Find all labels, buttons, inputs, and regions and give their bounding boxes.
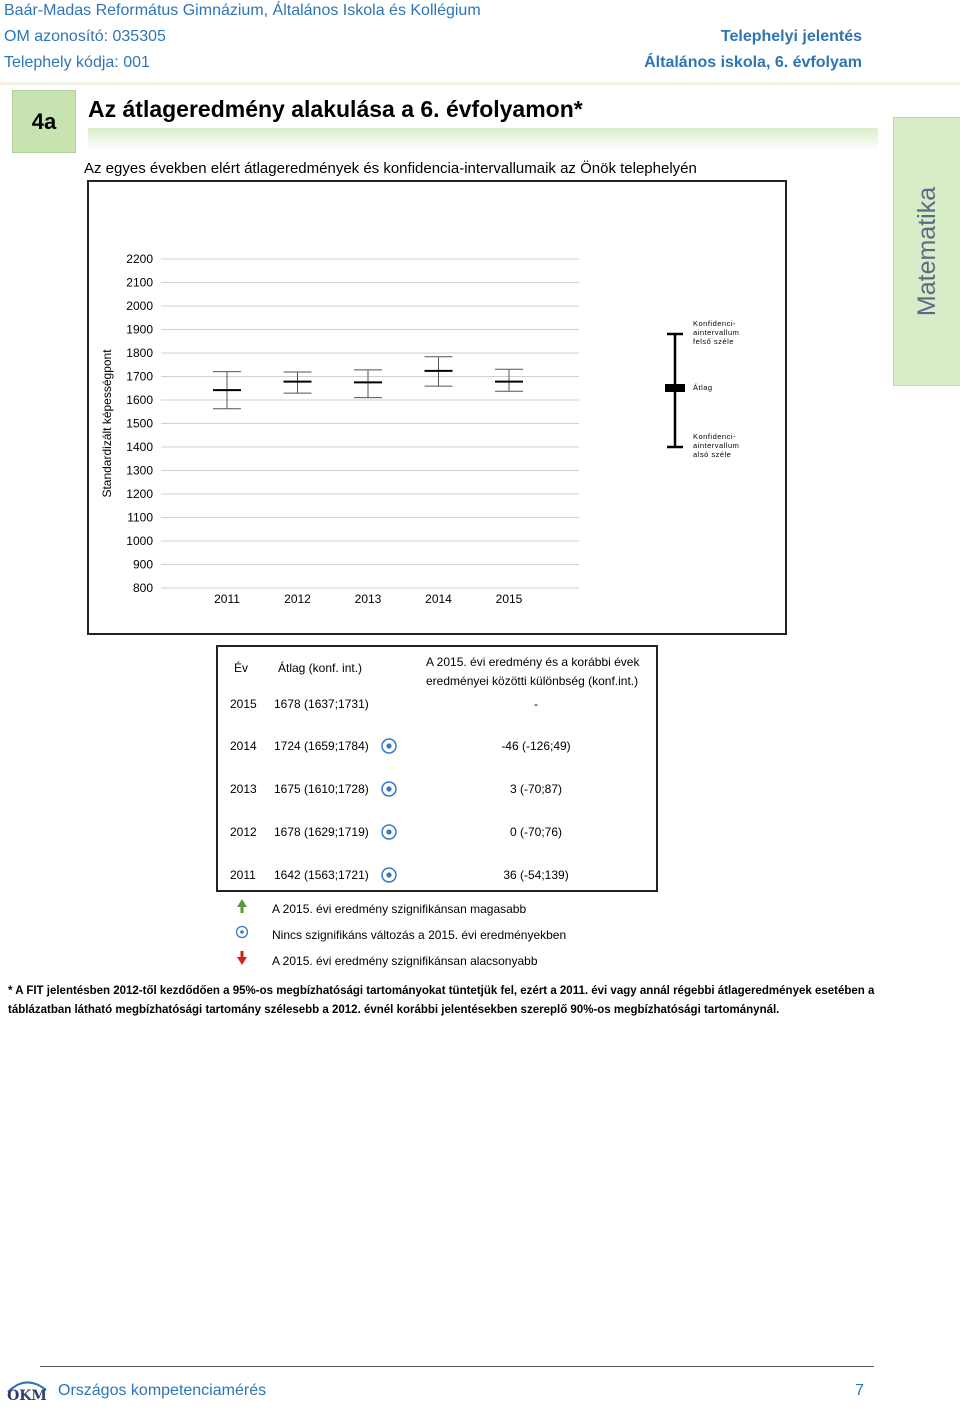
y-tick-label: 1600 xyxy=(126,393,153,407)
table-cell-year: 2014 xyxy=(230,739,257,753)
table-cell-avg: 1642 (1563;1721) xyxy=(274,868,369,882)
table-cell-diff: -46 (-126;49) xyxy=(501,739,571,753)
table-cell-avg: 1724 (1659;1784) xyxy=(274,739,369,753)
y-tick-label: 1400 xyxy=(126,440,153,454)
arrow-down-icon xyxy=(232,950,252,966)
y-tick-label: 1500 xyxy=(126,416,153,431)
table-cell-avg: 1675 (1610;1728) xyxy=(274,782,369,796)
y-tick-label: 900 xyxy=(132,557,153,572)
legend-higher: A 2015. évi eredmény szignifikánsan magasabb xyxy=(232,898,252,914)
y-tick-label: 1100 xyxy=(127,510,153,525)
table-cell-diff: 0 (-70;76) xyxy=(509,825,563,839)
legend-lower-label: Konfidenci- xyxy=(693,432,737,441)
report-type: Telephelyi jelentés xyxy=(720,28,862,45)
table-cell-diff: 3 (-70;87) xyxy=(509,782,563,796)
circle-dot-icon xyxy=(380,823,398,841)
y-tick-label: 1300 xyxy=(126,463,153,478)
om-id: OM azonosító: 035305 xyxy=(4,28,166,45)
y-tick-label: 1700 xyxy=(126,369,153,384)
results-table xyxy=(216,645,658,892)
errorbar-chart xyxy=(89,182,785,633)
legend-mean-label: Átlag xyxy=(693,383,713,392)
x-tick-label: 2013 xyxy=(354,592,382,606)
subject-tab: Matematika xyxy=(893,117,960,386)
table-cell-diff: - xyxy=(534,697,538,711)
okm-logo-icon xyxy=(4,1372,50,1406)
section-code: 4a xyxy=(12,90,76,153)
section-title: Az átlageredmény alakulása a 6. évfolyamon* xyxy=(88,96,583,122)
arrow-up-icon xyxy=(232,898,252,914)
y-tick-label: 1000 xyxy=(126,534,153,548)
school-name: Baár-Madas Református Gimnázium, Általános Iskola és Kollégium xyxy=(4,2,481,19)
y-tick-label: 2200 xyxy=(126,252,153,266)
y-tick-label: 2000 xyxy=(126,299,153,313)
circle-dot-icon xyxy=(232,924,252,940)
x-tick-label: 2015 xyxy=(495,592,523,606)
table-cell-avg: 1678 (1637;1731) xyxy=(274,697,369,711)
footer-title: Országos kompetenciamérés xyxy=(58,1382,267,1399)
footnote: * A FIT jelentésben 2012-től kezdődően a 95%-os megbízhatósági tartományokat tüntetjük fel, ezért a 2011. évi vagy annál régebbi átlageredmények esetében a táblázatban látható megbízhatósági tartomány szélesebb a 2012. évnél korábbi jelentésekben szereplő 90%-os megbízhatósági tartománynál. xyxy=(8,985,875,1016)
table-cell-year: 2013 xyxy=(230,782,257,796)
y-tick-label: 1800 xyxy=(126,346,153,360)
grade-level: Általános iskola, 6. évfolyam xyxy=(644,54,862,71)
x-tick-label: 2011 xyxy=(214,592,240,606)
footer-divider xyxy=(40,1366,874,1367)
svg-text:OKM: OKM xyxy=(7,1388,47,1404)
y-axis-label: Standardizált képességpont xyxy=(100,349,114,498)
col-head-year: Év xyxy=(234,661,249,675)
header-divider xyxy=(0,82,960,85)
circle-dot-icon xyxy=(380,780,398,798)
legend-upper-label: felső széle xyxy=(693,337,734,346)
legend-mean-marker xyxy=(665,384,685,392)
legend-lower-label: alsó széle xyxy=(693,450,732,459)
table-cell-year: 2015 xyxy=(230,697,257,711)
x-tick-label: 2014 xyxy=(425,592,452,606)
table-cell-year: 2011 xyxy=(230,868,256,882)
y-tick-label: 1200 xyxy=(126,487,153,501)
col-head-diff: A 2015. évi eredmény és a korábbi évek eredményei közötti különbség (konf.int.) xyxy=(426,655,640,688)
legend-lower: A 2015. évi eredmény szignifikánsan alacsonyabb xyxy=(232,950,252,966)
x-tick-label: 2012 xyxy=(284,592,311,606)
table-cell-year: 2012 xyxy=(230,825,257,839)
chart-frame xyxy=(87,180,787,635)
legend-lower-label: aintervallum xyxy=(693,441,740,450)
circle-dot-icon xyxy=(380,866,398,884)
circle-dot-icon xyxy=(380,737,398,755)
y-tick-label: 800 xyxy=(132,581,153,595)
legend-upper-label: aintervallum xyxy=(693,328,740,337)
y-tick-label: 1900 xyxy=(126,322,153,337)
section-subtitle: Az egyes években elért átlageredmények és konfidencia-intervallumaik az Önök telephelyén xyxy=(84,160,697,177)
site-code: Telephely kódja: 001 xyxy=(4,54,150,71)
y-tick-label: 2100 xyxy=(126,275,153,290)
page-number: 7 xyxy=(855,1382,864,1399)
section-underline xyxy=(88,128,878,150)
table-cell-diff: 36 (-54;139) xyxy=(503,868,569,882)
table-cell-avg: 1678 (1629;1719) xyxy=(274,825,369,839)
col-head-avg: Átlag (konf. int.) xyxy=(278,661,363,675)
legend-nochange: Nincs szignifikáns változás a 2015. évi eredményekben xyxy=(232,924,252,940)
legend-upper-label: Konfidenci- xyxy=(693,319,737,328)
